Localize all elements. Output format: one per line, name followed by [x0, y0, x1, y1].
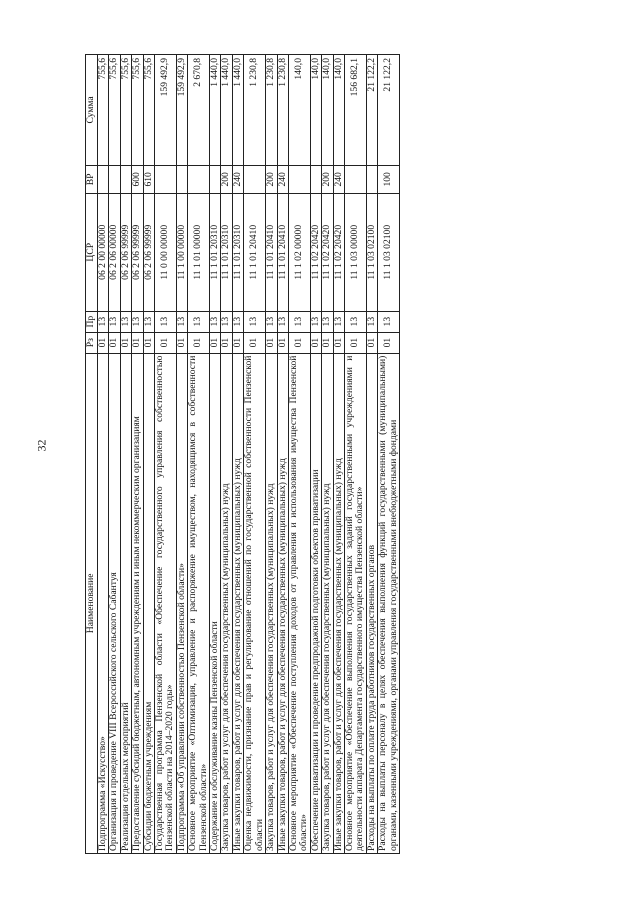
table-body	[98, 55, 400, 854]
row-rz: 01	[210, 332, 221, 353]
row-csr: 11 1 01 20410	[244, 193, 266, 311]
row-name: Основное мероприятие «Обеспечение выполнения государственных заданий государственными учреждениями и деятельности аппарата Департамента государственного имущества Пензенской области»	[344, 353, 366, 853]
row-name: Закупка товаров, работ и услуг для обеспечения государственных (муниципальных) нужд	[322, 353, 333, 853]
row-pr: 13	[210, 311, 221, 332]
header-csr: ЦСР	[86, 193, 98, 311]
table-row	[366, 55, 377, 854]
row-sum: 2 670,8	[188, 55, 210, 166]
row-csr: 06 2 06 99999	[132, 193, 143, 311]
row-pr: 13	[221, 311, 232, 332]
row-name: Основное мероприятие «Обеспечение поступления доходов от управления и использования имущества Пензенской области»	[288, 353, 310, 853]
row-vr	[366, 165, 377, 193]
row-sum: 156 682,1	[344, 55, 366, 166]
row-name: Обеспечение приватизации и проведение предпродажной подготовки объектов приватизации	[310, 353, 321, 853]
row-name: Подпрограмма «Об управлении собственностью Пензенской области»	[176, 353, 187, 853]
row-pr: 13	[143, 311, 154, 332]
header-rz: Рз	[86, 332, 98, 353]
row-sum: 140,0	[310, 55, 321, 166]
header-pr: Пр	[86, 311, 98, 332]
row-csr: 11 1 01 20310	[221, 193, 232, 311]
row-csr: 11 1 02 20420	[310, 193, 321, 311]
row-sum: 21 122,2	[378, 55, 400, 166]
table-row	[98, 55, 109, 854]
row-sum: 21 122,2	[366, 55, 377, 166]
row-pr: 13	[322, 311, 333, 332]
table-row	[109, 55, 120, 854]
row-csr: 11 1 01 00000	[188, 193, 210, 311]
row-pr: 13	[155, 311, 177, 332]
table-row	[120, 55, 131, 854]
row-vr: 200	[322, 165, 333, 193]
table-row	[232, 55, 243, 854]
row-pr: 13	[120, 311, 131, 332]
table-row	[188, 55, 210, 854]
row-rz: 01	[155, 332, 177, 353]
table-row	[132, 55, 143, 854]
row-pr: 13	[176, 311, 187, 332]
row-vr	[120, 165, 131, 193]
row-pr: 13	[109, 311, 120, 332]
row-vr: 240	[232, 165, 243, 193]
row-name: Оценка недвижимости, признание прав и регулирование отношений по государственной собственности Пензенской области	[244, 353, 266, 853]
row-pr: 13	[310, 311, 321, 332]
row-rz: 01	[344, 332, 366, 353]
row-sum: 1 230,8	[266, 55, 277, 166]
header-name: Наименование	[86, 353, 98, 853]
row-name: Реализация отдельных мероприятий	[120, 353, 131, 853]
row-vr	[310, 165, 321, 193]
row-name: Основное мероприятие «Оптимизация, управление и распоряжение имуществом, находящимся в собственности Пензенской области»	[188, 353, 210, 853]
table-header-row	[86, 55, 98, 854]
row-pr: 13	[132, 311, 143, 332]
row-csr: 11 1 02 20420	[333, 193, 344, 311]
table-row	[333, 55, 344, 854]
row-vr: 200	[266, 165, 277, 193]
row-pr: 13	[244, 311, 266, 332]
row-vr	[288, 165, 310, 193]
row-vr	[155, 165, 177, 193]
header-sum: Сумма	[86, 55, 98, 166]
row-rz: 01	[221, 332, 232, 353]
row-rz: 01	[109, 332, 120, 353]
row-rz: 01	[120, 332, 131, 353]
row-name: Иные закупки товаров, работ и услуг для обеспечения государственных (муниципальных) нужд	[232, 353, 243, 853]
row-sum: 755,6	[98, 55, 109, 166]
row-sum: 755,6	[109, 55, 120, 166]
row-sum: 140,0	[322, 55, 333, 166]
row-sum: 755,6	[143, 55, 154, 166]
row-csr: 06 2 00 00000	[98, 193, 109, 311]
row-sum: 140,0	[333, 55, 344, 166]
row-vr	[109, 165, 120, 193]
row-name: Закупка товаров, работ и услуг для обеспечения государственных (муниципальных) нужд	[266, 353, 277, 853]
row-csr: 11 1 03 02100	[378, 193, 400, 311]
row-name: Расходы на выплаты персоналу в целях обеспечения выполнения функций государственными (муниципальными) органами, казенными учреждениями, органами управления государственными внебюджетными фондами	[378, 353, 400, 853]
row-vr	[244, 165, 266, 193]
row-csr: 06 2 06 99999	[120, 193, 131, 311]
row-name: Государственная программа Пензенской области «Обеспечение государственного управления собственностью Пензенской области на 2014–2020 годы»	[155, 353, 177, 853]
row-rz: 01	[366, 332, 377, 353]
row-vr: 240	[333, 165, 344, 193]
header-vr: ВР	[86, 165, 98, 193]
row-pr: 13	[277, 311, 288, 332]
row-csr: 06 2 06 99999	[143, 193, 154, 311]
row-pr: 13	[98, 311, 109, 332]
row-pr: 13	[288, 311, 310, 332]
table-row	[277, 55, 288, 854]
row-csr: 11 1 01 20310	[232, 193, 243, 311]
row-csr: 11 1 02 00000	[288, 193, 310, 311]
row-vr: 610	[143, 165, 154, 193]
row-vr	[210, 165, 221, 193]
row-sum: 755,6	[132, 55, 143, 166]
table-row	[378, 55, 400, 854]
row-csr: 11 1 01 20310	[210, 193, 221, 311]
table-row	[322, 55, 333, 854]
row-vr: 200	[221, 165, 232, 193]
row-pr: 13	[188, 311, 210, 332]
table-row	[344, 55, 366, 854]
row-rz: 01	[266, 332, 277, 353]
row-rz: 01	[188, 332, 210, 353]
row-vr	[188, 165, 210, 193]
row-name: Иные закупки товаров, работ и услуг для обеспечения государственных (муниципальных) нужд	[277, 353, 288, 853]
row-csr: 11 1 03 00000	[344, 193, 366, 311]
row-pr: 13	[266, 311, 277, 332]
budget-table	[85, 54, 400, 854]
row-sum: 755,6	[120, 55, 131, 166]
table-row	[310, 55, 321, 854]
row-pr: 13	[344, 311, 366, 332]
row-sum: 1 230,8	[277, 55, 288, 166]
table-row	[176, 55, 187, 854]
row-csr: 11 1 03 02100	[366, 193, 377, 311]
table-row	[210, 55, 221, 854]
row-rz: 01	[232, 332, 243, 353]
table-row	[244, 55, 266, 854]
row-csr: 11 1 00 00000	[176, 193, 187, 311]
row-vr: 100	[378, 165, 400, 193]
row-name: Предоставление субсидий бюджетным, автономным учреждениям и иным некоммерческим организациям	[132, 353, 143, 853]
table-row	[266, 55, 277, 854]
row-sum: 159 492,9	[176, 55, 187, 166]
table-row	[288, 55, 310, 854]
row-csr: 11 0 00 00000	[155, 193, 177, 311]
row-rz: 01	[288, 332, 310, 353]
row-name: Расходы на выплаты по оплате труда работников государственных органов	[366, 353, 377, 853]
row-rz: 01	[98, 332, 109, 353]
row-vr	[176, 165, 187, 193]
row-sum: 1 440,0	[232, 55, 243, 166]
row-pr: 13	[232, 311, 243, 332]
row-rz: 01	[176, 332, 187, 353]
row-name: Организация и проведение VIII Всероссийского сельского Сабантуя	[109, 353, 120, 853]
row-name: Содержание и обслуживание казны Пензенской области	[210, 353, 221, 853]
row-rz: 01	[244, 332, 266, 353]
row-vr: 600	[132, 165, 143, 193]
row-rz: 01	[132, 332, 143, 353]
row-csr: 11 1 02 20420	[322, 193, 333, 311]
row-pr: 13	[378, 311, 400, 332]
table-row	[143, 55, 154, 854]
rotated-table-container	[85, 54, 400, 854]
row-name: Субсидии бюджетным учреждениям	[143, 353, 154, 853]
row-vr	[344, 165, 366, 193]
row-sum: 1 440,0	[210, 55, 221, 166]
table-row	[155, 55, 177, 854]
row-name: Закупка товаров, работ и услуг для обеспечения государственных (муниципальных) нужд	[221, 353, 232, 853]
page-number: 32	[34, 439, 49, 452]
row-rz: 01	[322, 332, 333, 353]
row-sum: 1 440,0	[221, 55, 232, 166]
row-rz: 01	[143, 332, 154, 353]
row-name: Иные закупки товаров, работ и услуг для обеспечения государственных (муниципальных) нужд	[333, 353, 344, 853]
row-csr: 06 2 06 00000	[109, 193, 120, 311]
row-rz: 01	[277, 332, 288, 353]
row-csr: 11 1 01 20410	[277, 193, 288, 311]
row-pr: 13	[333, 311, 344, 332]
row-sum: 1 230,8	[244, 55, 266, 166]
row-pr: 13	[366, 311, 377, 332]
row-sum: 159 492,9	[155, 55, 177, 166]
row-csr: 11 1 01 20410	[266, 193, 277, 311]
row-rz: 01	[310, 332, 321, 353]
row-sum: 140,0	[288, 55, 310, 166]
row-vr	[98, 165, 109, 193]
table-row	[221, 55, 232, 854]
row-rz: 01	[333, 332, 344, 353]
row-name: Подпрограмма «Искусство»	[98, 353, 109, 853]
row-rz: 01	[378, 332, 400, 353]
row-vr: 240	[277, 165, 288, 193]
